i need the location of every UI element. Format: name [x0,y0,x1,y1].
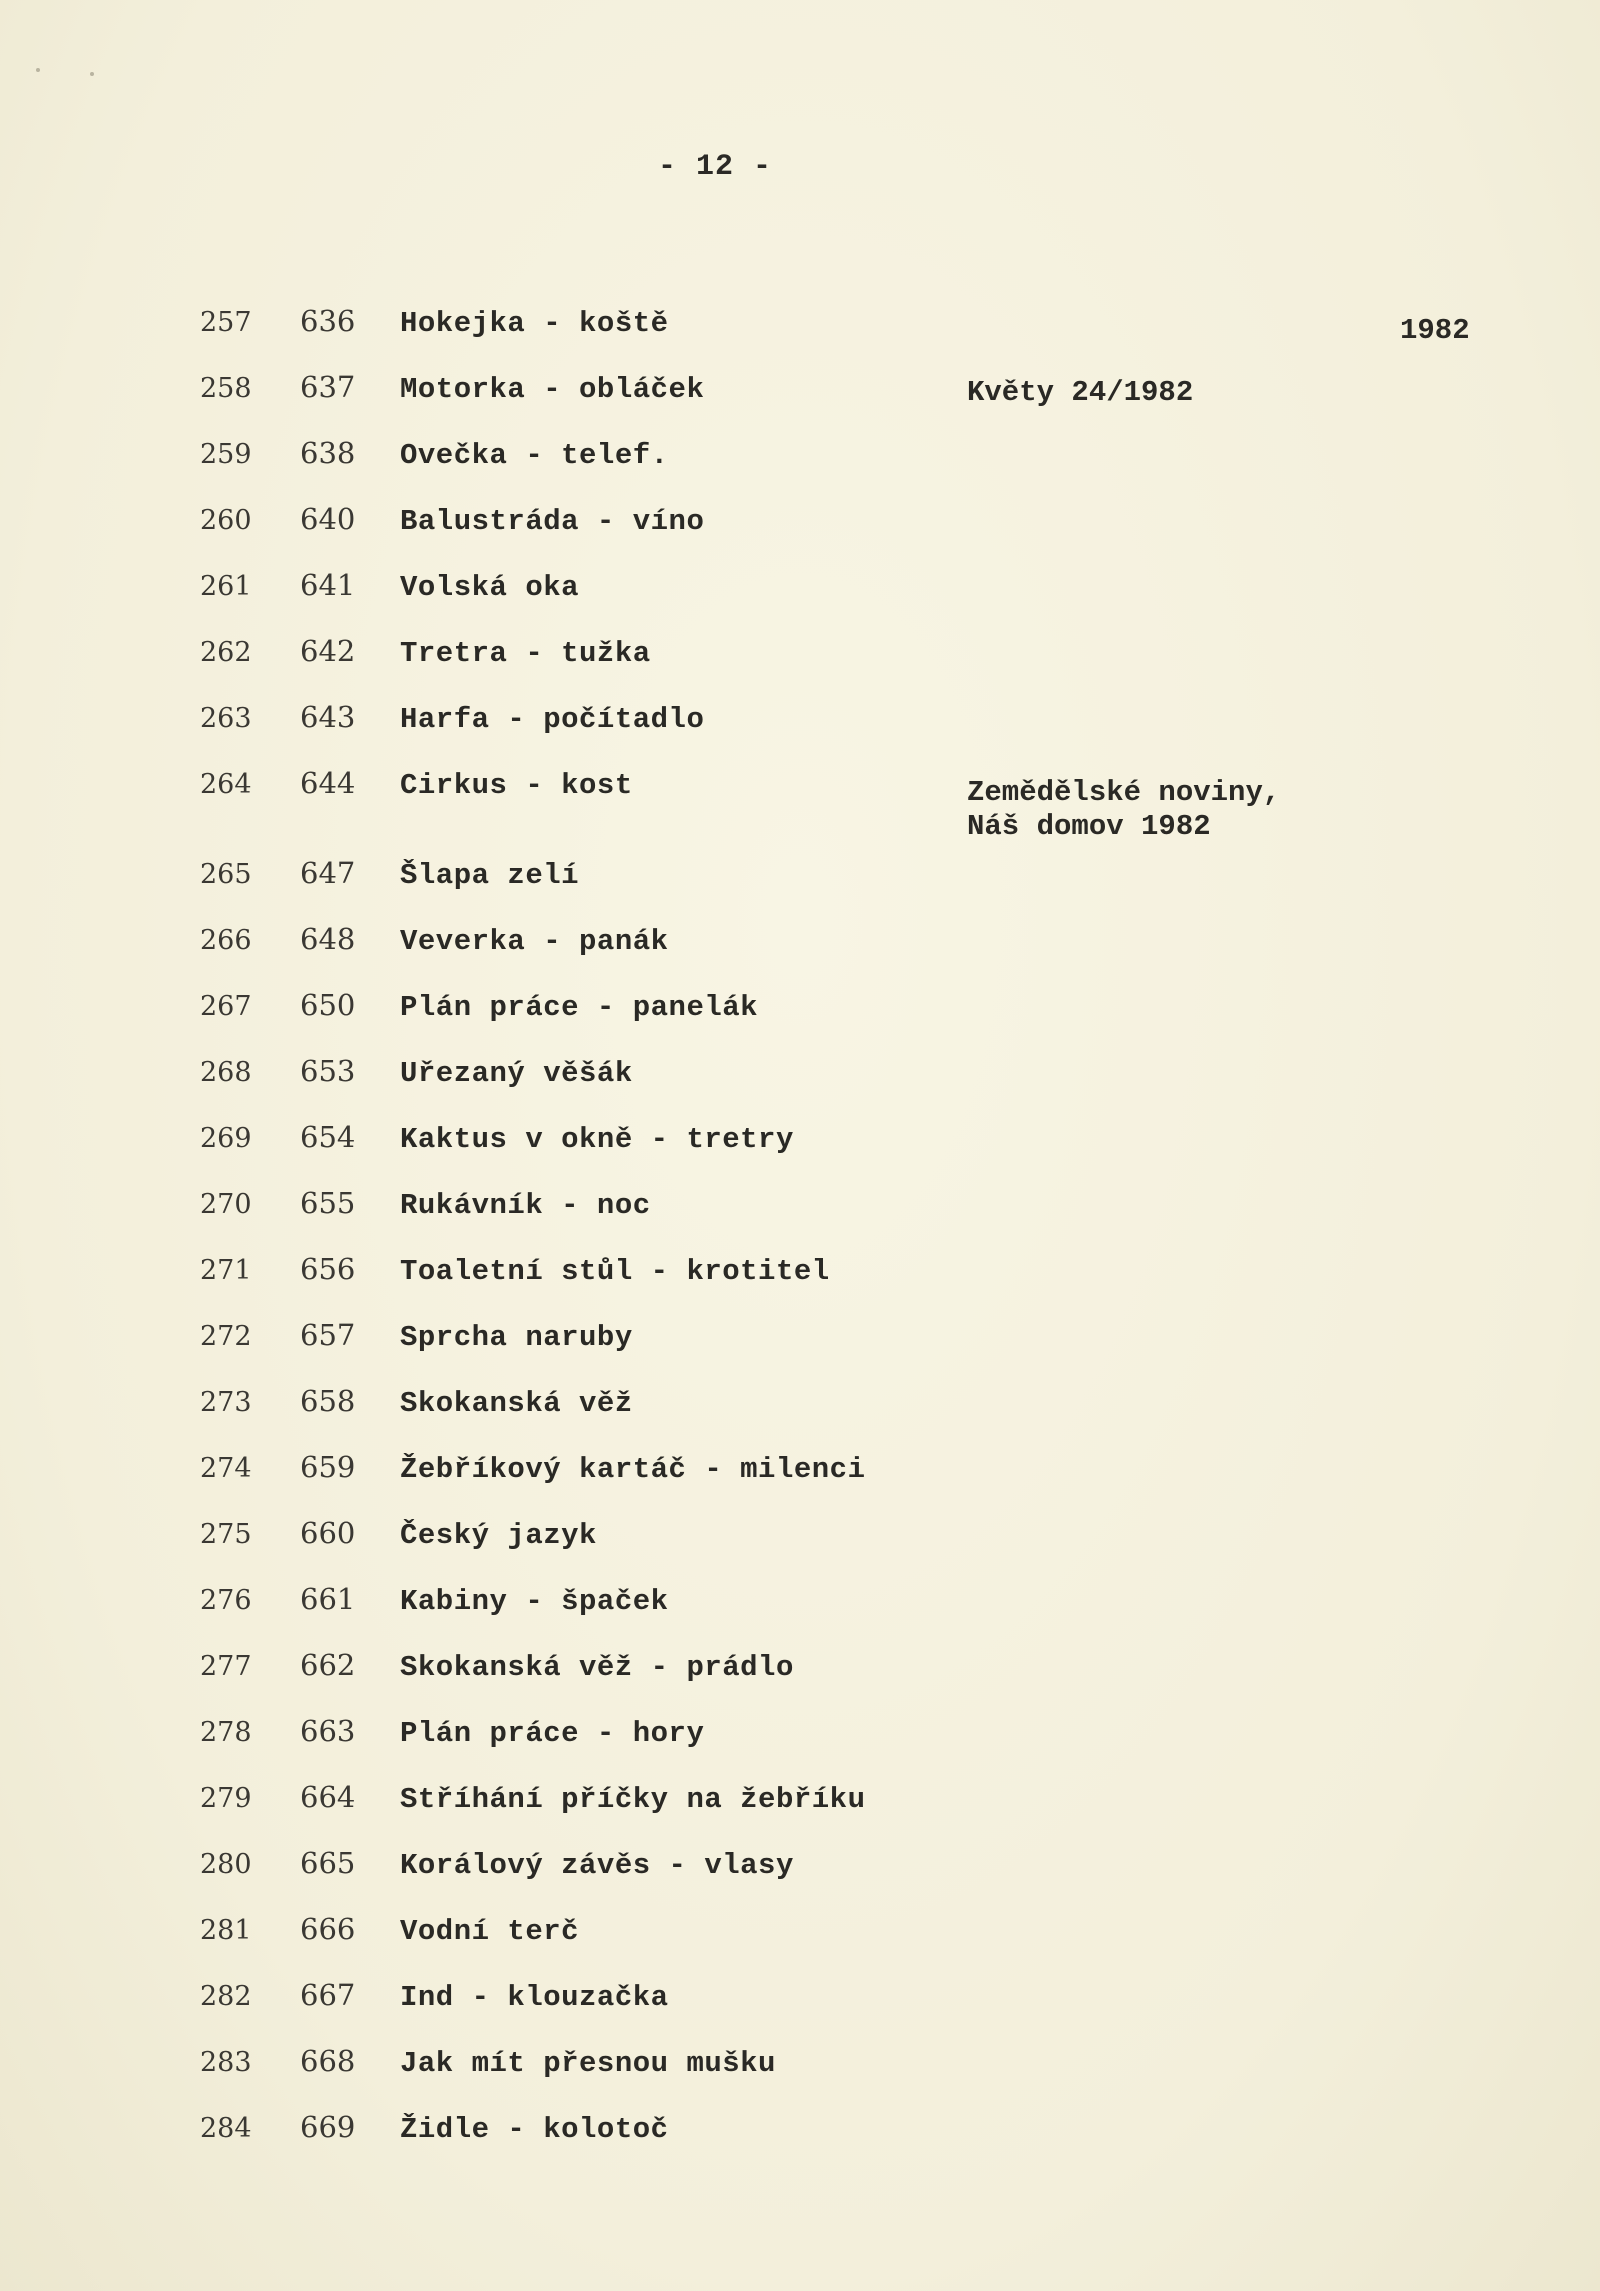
entry-title: Kaktus v okně - tretry [400,1123,794,1156]
list-item [200,1970,980,2036]
entry-number: 276 [200,1585,252,1616]
entry-number: 270 [200,1189,252,1220]
entry-number: 267 [200,991,252,1022]
entry-number: 272 [200,1321,252,1352]
speck [36,68,40,72]
entry-number: 269 [200,1123,252,1154]
list-item [200,1178,980,1244]
entry-title: Toaletní stůl - krotitel [400,1255,830,1288]
entry-title: Volská oka [400,571,580,604]
entry-code: 663 [300,1714,356,1748]
entry-number: 280 [200,1849,252,1880]
source-line: Zemědělské noviny, [967,776,1281,809]
entry-code: 636 [300,304,356,338]
entry-number: 283 [200,2047,252,2078]
source-line: Náš domov 1982 [967,810,1211,843]
list-item [200,362,980,428]
entry-code: 654 [300,1120,356,1154]
entry-code: 643 [300,700,356,734]
entry-number: 261 [200,571,252,602]
entry-code: 665 [300,1846,356,1880]
list-item [200,296,980,362]
entry-code: 638 [300,436,356,470]
entry-code: 650 [300,988,356,1022]
entry-code: 666 [300,1912,356,1946]
entry-title: Kabiny - špaček [400,1585,669,1618]
entry-title: Tretra - tužka [400,637,651,670]
entry-code: 647 [300,856,356,890]
entry-code: 667 [300,1978,356,2012]
list-item [200,1508,980,1574]
list-item [200,428,980,494]
entry-code: 657 [300,1318,356,1352]
entry-number: 258 [200,373,252,404]
list-item [200,1706,980,1772]
entry-number: 257 [200,307,252,338]
entry-number: 282 [200,1981,252,2012]
list-item [200,1112,980,1178]
entry-number: 274 [200,1453,252,1484]
entry-number: 266 [200,925,252,956]
list-item [200,1376,980,1442]
entry-code: 640 [300,502,356,536]
entry-code: 637 [300,370,356,404]
entry-code: 641 [300,568,356,602]
entry-code: 648 [300,922,356,956]
entry-title: Korálový závěs - vlasy [400,1849,794,1882]
list-item [200,494,980,560]
speck [90,72,94,76]
entry-number: 262 [200,637,252,668]
entry-number: 279 [200,1783,252,1814]
source-zemedelske-noviny [967,776,1280,844]
entry-code: 664 [300,1780,356,1814]
entry-number: 281 [200,1915,252,1946]
list-item [200,1046,980,1112]
entry-number: 265 [200,859,252,890]
list-item [200,692,980,758]
list-item [200,1244,980,1310]
entry-title: Veverka - panák [400,925,669,958]
entry-number: 273 [200,1387,252,1418]
entry-code: 658 [300,1384,356,1418]
entry-number: 264 [200,769,252,800]
entry-title: Ind - klouzačka [400,1981,669,2014]
entry-title: Skokanská věž [400,1387,633,1420]
entry-list [200,296,980,2168]
list-item [200,2036,980,2102]
list-item [200,626,980,692]
entry-title: Plán práce - panelák [400,991,759,1024]
entry-number: 275 [200,1519,252,1550]
entry-title: Žebříkový kartáč - milenci [400,1453,866,1486]
entry-code: 642 [300,634,356,668]
entry-title: Plán práce - hory [400,1717,705,1750]
entry-code: 644 [300,766,356,800]
entry-title: Harfa - počítadlo [400,703,705,736]
entry-code: 661 [300,1582,356,1616]
entry-title: Motorka - obláček [400,373,705,406]
entry-number: 271 [200,1255,252,1286]
entry-code: 655 [300,1186,356,1220]
list-item [200,1838,980,1904]
source-year: 1982 [1400,314,1470,347]
entry-title: Jak mít přesnou mušku [400,2047,776,2080]
entry-title: Balustráda - víno [400,505,705,538]
source-kvety: Květy 24/1982 [967,376,1194,409]
entry-title: Vodní terč [400,1915,580,1948]
entry-title: Sprcha naruby [400,1321,633,1354]
list-item [200,1904,980,1970]
page-number: - 12 - [657,150,773,184]
entry-code: 653 [300,1054,356,1088]
entry-number: 259 [200,439,252,470]
entry-number: 260 [200,505,252,536]
entry-title: Židle - kolotoč [400,2113,669,2146]
entry-title: Ovečka - telef. [400,439,669,472]
entry-code: 656 [300,1252,356,1286]
entry-number: 263 [200,703,252,734]
entry-title: Hokejka - koště [400,307,669,340]
list-item [200,2102,980,2168]
entry-title: Cirkus - kost [400,769,633,802]
list-item [200,1772,980,1838]
entry-number: 284 [200,2113,252,2144]
list-item [200,758,980,848]
entry-code: 660 [300,1516,356,1550]
entry-title: Uřezaný věšák [400,1057,633,1090]
entry-number: 268 [200,1057,252,1088]
list-item [200,560,980,626]
entry-title: Český jazyk [400,1519,597,1552]
list-item [200,914,980,980]
entry-code: 669 [300,2110,356,2144]
list-item [200,1574,980,1640]
entry-number: 278 [200,1717,252,1748]
entry-title: Šlapa zelí [400,859,580,892]
entry-code: 659 [300,1450,356,1484]
list-item [200,980,980,1046]
entry-title: Stříhání příčky na žebříku [400,1783,866,1816]
entry-number: 277 [200,1651,252,1682]
entry-code: 662 [300,1648,356,1682]
list-item [200,1640,980,1706]
entry-title: Rukávník - noc [400,1189,651,1222]
list-item [200,1442,980,1508]
entry-title: Skokanská věž - prádlo [400,1651,794,1684]
list-item [200,848,980,914]
list-item [200,1310,980,1376]
entry-code: 668 [300,2044,356,2078]
